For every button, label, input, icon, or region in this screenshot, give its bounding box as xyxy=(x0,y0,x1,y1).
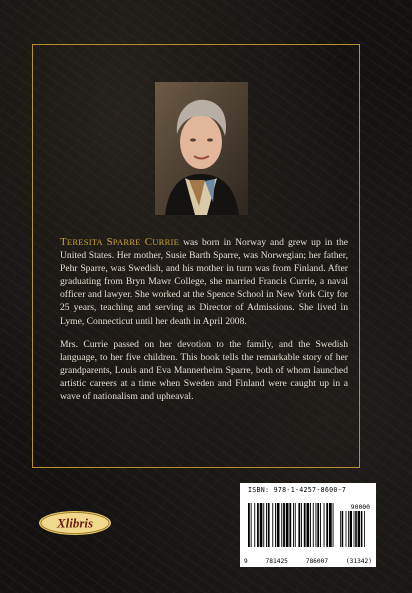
svg-text:Xlibris: Xlibris xyxy=(56,515,94,531)
author-name: TERESITA SPARRE CURRIE xyxy=(60,236,180,248)
barcode xyxy=(240,483,376,567)
bio-paragraph-1: TERESITA SPARRE CURRIE was born in Norway and grew up in the United States. Her mother, Susie Barth Sparre, was Norwegian; her father, Pehr Sparre, was Swedish, and his mother in turn was from Finland. After graduating from Bryn Mawr College, she married Francis Currie, a naval officer and lawyer. She worked at the Spence School in New York City for 25 years, teaching and serving as Director of Admissions. She lived in Lyme, Connecticut until her death in April 2008. xyxy=(60,236,348,327)
isbn-label: ISBN: 978-1-4257-8600-7 xyxy=(248,486,347,494)
barcode-bars xyxy=(248,497,368,557)
bio-paragraph-2: Mrs. Currie passed on her devotion to the family, and the Swedish language, to her five children. This book tells the remarkable story of her grandparents, Louis and Eva Mannerheim Sparre, both of whom launched artistic careers at a time when Sweden and Finland were caught up in a wave of nationalism and upheaval. xyxy=(60,338,348,403)
author-bio xyxy=(60,236,348,413)
xlibris-logo xyxy=(38,510,112,536)
price-code: 90000 xyxy=(350,503,370,511)
barcode-digits: 9 781425 786007 (31342) xyxy=(244,558,372,565)
author-photo xyxy=(155,82,248,215)
